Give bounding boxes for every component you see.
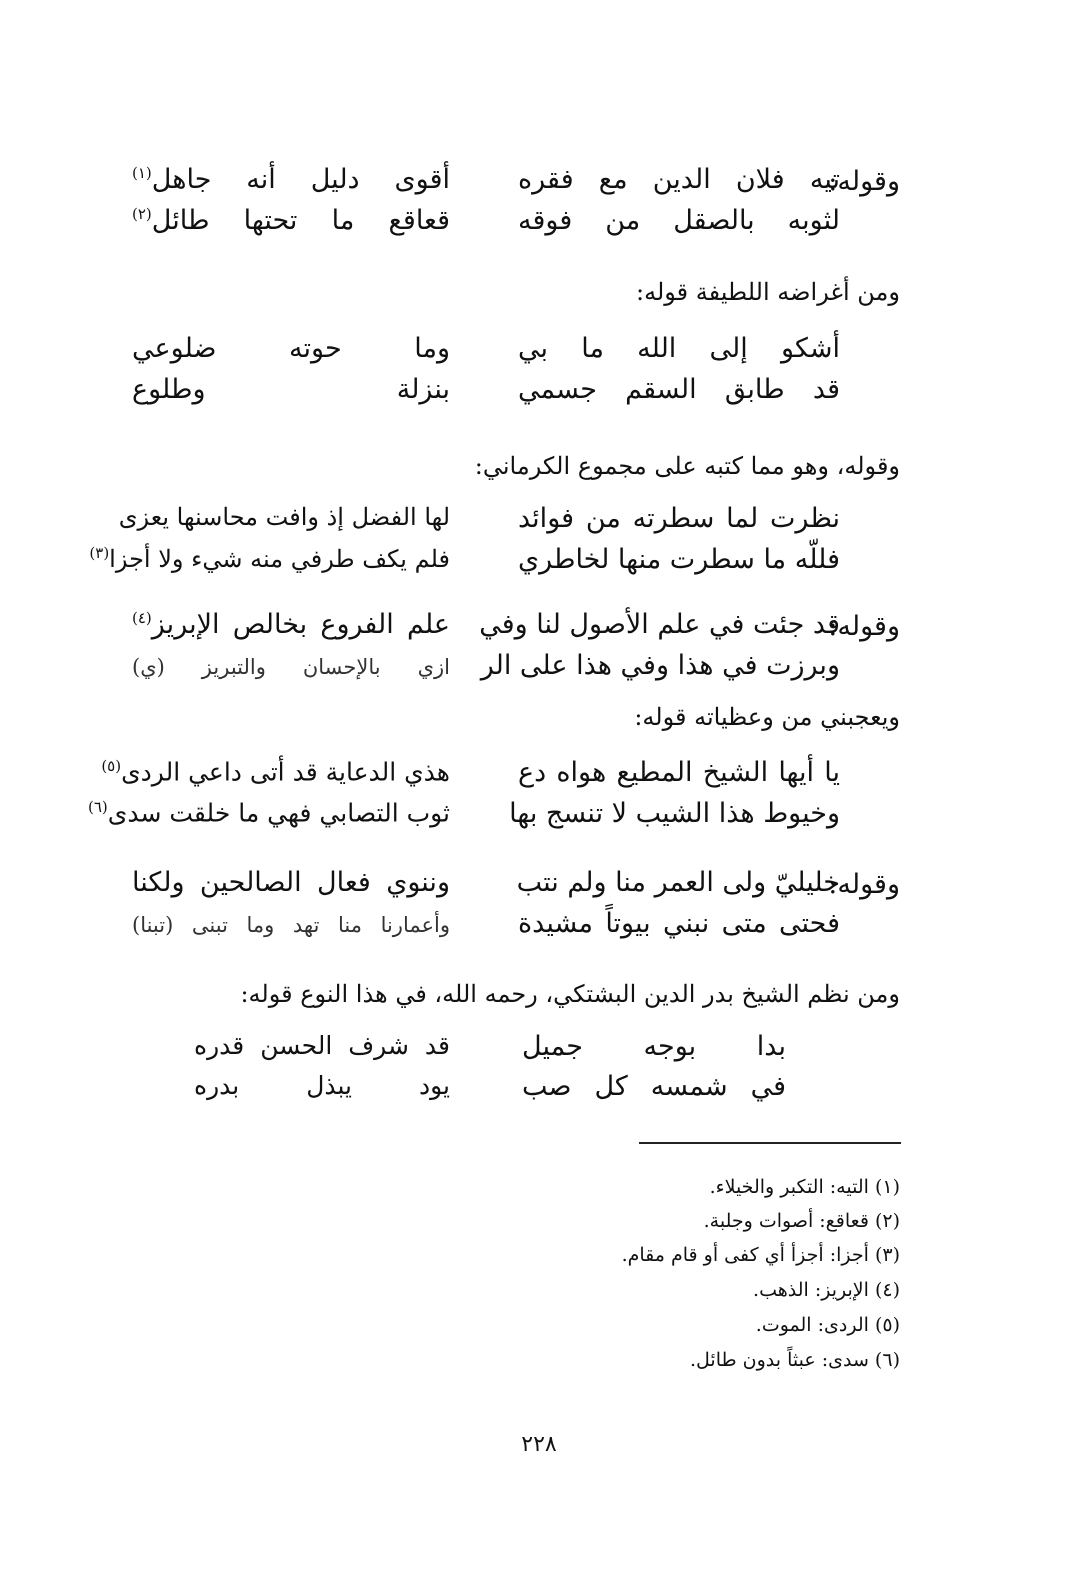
verse-hemistich-right: فللّه ما سطرت منها لخاطري xyxy=(517,544,840,575)
hemistich-text: قعاقع ما تحتها طائل xyxy=(151,205,450,236)
verse-hemistich-left: وما حوته ضلوعي xyxy=(132,333,450,364)
verse-hemistich-left xyxy=(101,757,450,787)
verse-hemistich-left: وأعمارنا منا تهد وما تبنى (تبنا) xyxy=(132,913,450,937)
verse-hemistich-right: نظرت لما سطرته من فوائد xyxy=(518,503,840,534)
hemistich-text: هذي الدعاية قد أتى داعي الردى xyxy=(121,757,450,787)
footnote: (٢) قعاقع: أصوات وجلبة. xyxy=(703,1210,900,1232)
verse-hemistich-right: وبرزت في هذا وفي هذا على الر xyxy=(480,650,840,681)
footnote: (٥) الردى: الموت. xyxy=(755,1314,900,1336)
verse-hemistich-left xyxy=(89,544,450,573)
footnote-ref: (٢) xyxy=(132,205,152,223)
verse-intro: وقوله: xyxy=(828,166,900,197)
section-intro: ومن أغراضه اللطيفة قوله: xyxy=(636,278,900,306)
hemistich-text: أقوى دليل أنه جاهل xyxy=(151,164,450,195)
section-intro: ومن نظم الشيخ بدر الدين البشتكي، رحمه الله، في هذا النوع قوله: xyxy=(240,980,900,1008)
hemistich-text: علم الفروع بخالص الإبريز xyxy=(151,609,450,640)
verse-hemistich-right: فحتى متى نبني بيوتاً مشيدة xyxy=(518,908,840,939)
page-number: ٢٢٨ xyxy=(521,1432,557,1457)
hemistich-text: ثوب التصابي فهي ما خلقت سدى xyxy=(107,798,450,828)
footnote-ref: (٤) xyxy=(132,609,152,627)
verse-hemistich-left xyxy=(87,798,450,828)
verse-hemistich-left xyxy=(132,609,450,640)
verse-hemistich-right: تيه فلان الدين مع فقره xyxy=(518,164,840,195)
verse-intro: وقوله: xyxy=(828,611,900,642)
footnote-ref: (١) xyxy=(132,164,152,182)
verse-hemistich-left: بنزلة وطلوع xyxy=(132,374,450,405)
verse-intro: وقوله: xyxy=(828,869,900,900)
verse-hemistich-left: وننوي فعال الصالحين ولكنا xyxy=(132,867,450,898)
verse-hemistich-right: لثوبه بالصقل من فوقه xyxy=(518,205,840,236)
footnote: (٦) سدى: عبثاً بدون طائل. xyxy=(690,1349,900,1371)
verse-hemistich-left: قد شرف الحسن قدره xyxy=(194,1031,450,1060)
verse-hemistich-right: خليليّ ولى العمر منا ولم نتب xyxy=(516,867,840,898)
footnote-ref: (٣) xyxy=(89,544,110,562)
verse-hemistich-right: بدا بوجه جميل xyxy=(522,1031,786,1062)
hemistich-text: فلم يكف طرفي منه شيء ولا أجزا xyxy=(109,545,450,573)
footnote-ref: (٦) xyxy=(87,798,108,816)
verse-hemistich-right: قد طابق السقم جسمي xyxy=(518,374,840,405)
verse-hemistich-left xyxy=(132,164,450,195)
footnote: (٤) الإبريز: الذهب. xyxy=(753,1279,900,1301)
verse-hemistich-right: قد جئت في علم الأصول لنا وفي xyxy=(479,609,840,640)
verse-hemistich-left: يود يبذل بدره xyxy=(194,1071,450,1100)
verse-hemistich-right: وخيوط هذا الشيب لا تنسج بها xyxy=(509,798,840,829)
section-intro: ويعجبني من وعظياته قوله: xyxy=(634,703,900,731)
footnote-divider xyxy=(639,1142,901,1144)
verse-hemistich-left: ازي بالإحسان والتبريز (ي) xyxy=(132,655,450,679)
verse-hemistich-left: لها الفضل إذ وافت محاسنها يعزى xyxy=(118,503,450,531)
verse-hemistich-right: في شمسه كل صب xyxy=(522,1071,786,1102)
footnote: (٣) أجزا: أجزأ أي كفى أو قام مقام. xyxy=(621,1244,900,1266)
verse-hemistich-right: يا أيها الشيخ المطيع هواه دع xyxy=(518,757,840,788)
verse-hemistich-left xyxy=(132,205,450,236)
section-intro: وقوله، وهو مما كتبه على مجموع الكرماني: xyxy=(474,452,900,480)
footnote-ref: (٥) xyxy=(101,757,122,775)
verse-hemistich-right: أشكو إلى الله ما بي xyxy=(518,333,840,364)
footnote: (١) التيه: التكبر والخيلاء. xyxy=(709,1176,900,1198)
